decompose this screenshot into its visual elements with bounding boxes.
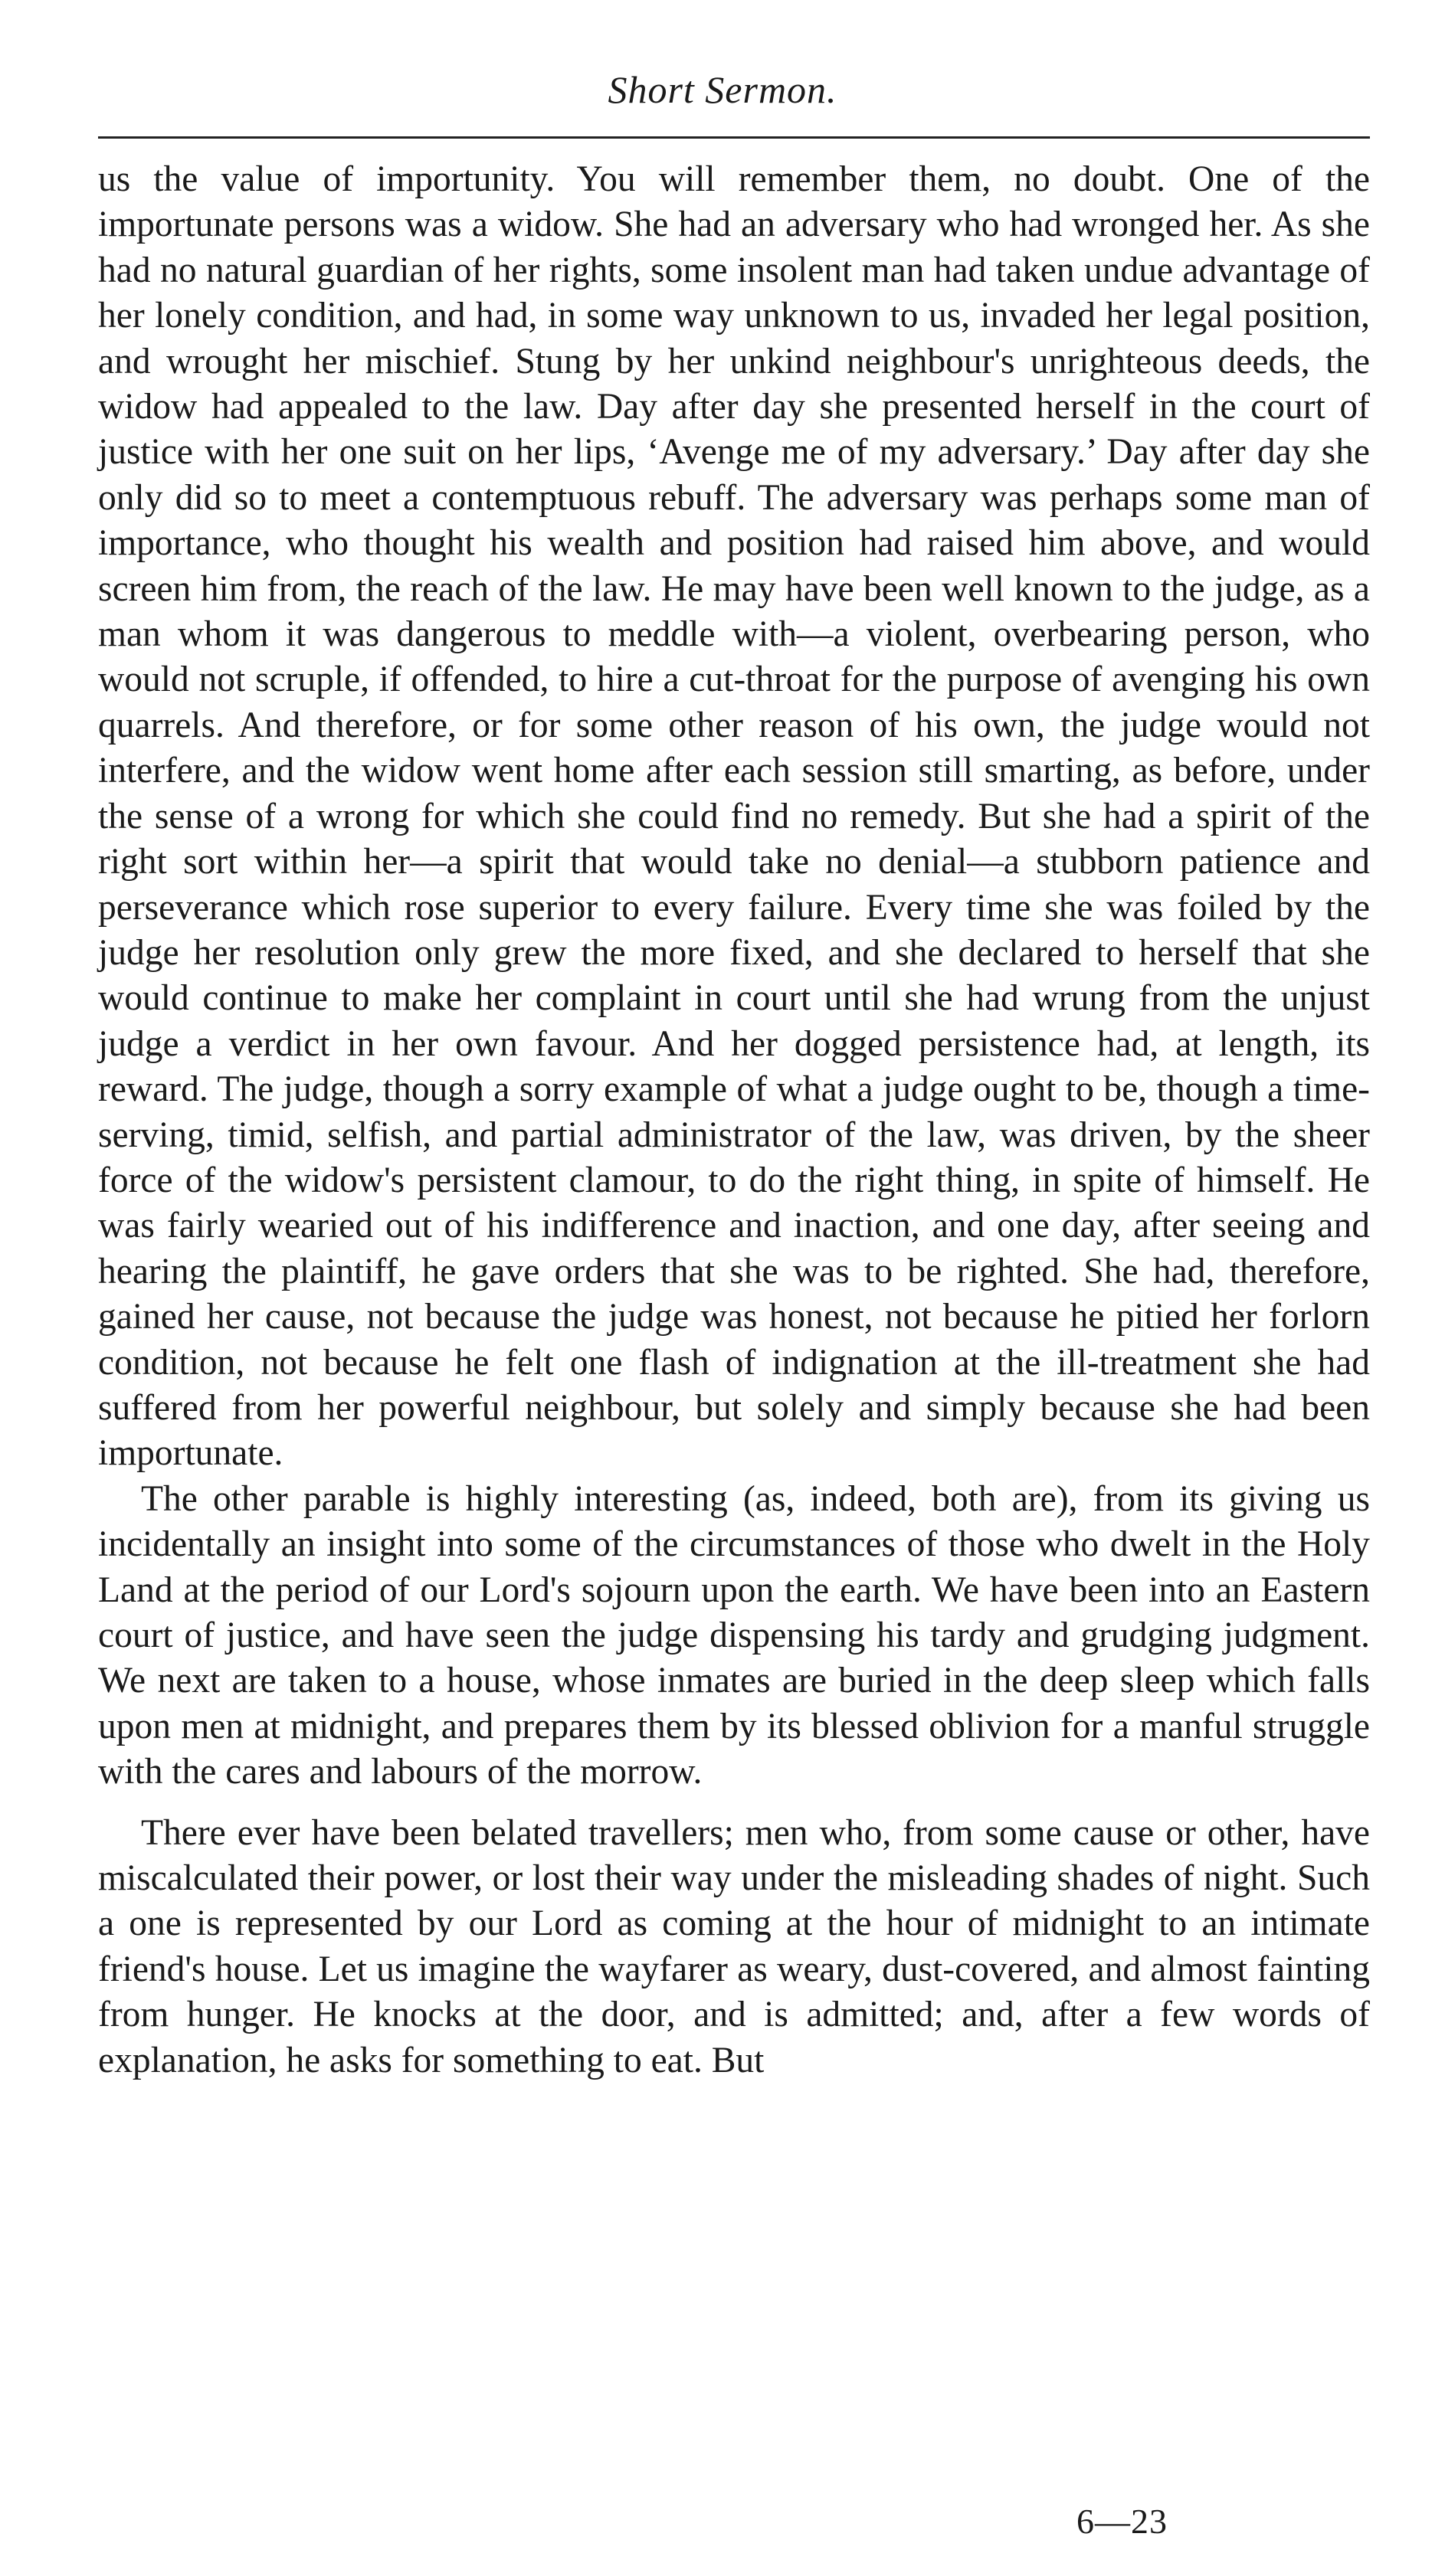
paragraph-continued: us the value of importunity. You will remember them, no doubt. One of the importunate persons was a widow. She had an adversary who had wronged her. As she had no natural guardian of her rights, some insolent man had taken undue advantage of her lonely condition, and had, in some way unknown to us, invaded her legal position, and wrought her mischief. Stung by her unkind neighbour's unrighteous deeds, the widow had appealed to the law. Day after day she presented herself in the court of justice with her one suit on her lips, ‘Avenge me of my adversary.’ Day after day she only did so to meet a contemptuous rebuff. The adversary was perhaps some man of importance, who thought his wealth and position had raised him above, and would screen him from, the reach of the law. He may have been well known to the judge, as a man whom it was dangerous to meddle with—a violent, overbearing person, who would not scruple, if offended, to hire a cut-throat for the purpose of avenging his own quarrels. And therefore, or for some other reason of his own, the judge would not interfere, and the widow went home after each session still smarting, as before, under the sense of a wrong for which she could find no remedy. But she had a spirit of the right sort within her—a spirit that would take no denial—a stubborn patience and perseverance which rose superior to every failure. Every time she was foiled by the judge her resolution only grew the more fixed, and she declared to herself that she would continue to make her complaint in court until she had wrung from the unjust judge a verdict in her own favour. And her dogged persistence had, at length, its reward. The judge, though a sorry example of what a judge ought to be, though a time-serving, timid, selfish, and partial administrator of the law, was driven, by the sheer force of the widow's persistent clamour, to do the right thing, in spite of himself. He was fairly wearied out of his indifference and inaction, and one day, after seeing and hearing the plaintiff, he gave orders that she was to be righted. She had, therefore, gained her cause, not because the judge was honest, not because he pitied her forlorn condition, not because he felt one flash of indignation at the ill-treatment she had suffered from her powerful neighbour, but solely and simply because she had been importunate.	[98, 159, 1370, 1474]
paragraph-belated-travellers: There ever have been belated travellers; men who, from some cause or other, have miscalculated their power, or lost their way under the misleading shades of night. Such a one is represented by our Lord as coming at the hour of midnight to an intimate friend's house. Let us imagine the wayfarer as weary, dust-covered, and almost fainting from hunger. He knocks at the door, and is admitted; and, after a few words of explanation, he asks for something to eat. But	[98, 1812, 1370, 2080]
paragraph-other-parable: The other parable is highly interesting (as, indeed, both are), from its giving us incidentally an insight into some of the circumstances of those who dwelt in the Holy Land at the period of our Lord's sojourn upon the earth. We have been into an Eastern court of justice, and have seen the judge dispensing his tardy and grudging judgment. We next are taken to a house, whose inmates are buried in the deep sleep which falls upon men at midnight, and prepares them by its blessed oblivion for a manful struggle with the cares and labours of the morrow.	[98, 1478, 1370, 1792]
signature-mark: 6—23	[1076, 2502, 1168, 2541]
header-rule	[98, 136, 1370, 139]
sermon-body	[98, 157, 1370, 2083]
running-title: Short Sermon.	[608, 68, 837, 111]
